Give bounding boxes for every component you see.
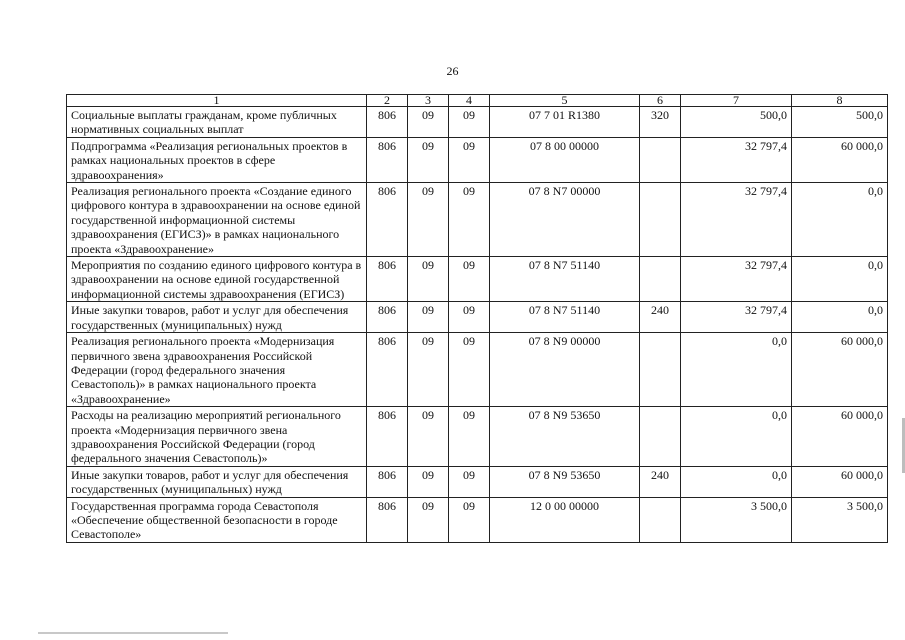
subsection-code: 09 <box>449 497 490 542</box>
row-name: Социальные выплаты гражданам, кроме публичных нормативных социальных выплат <box>67 107 367 138</box>
row-name: Иные закупки товаров, работ и услуг для обеспечения государственных (муниципальных) нужд <box>67 466 367 497</box>
amount-column-8: 60 000,0 <box>792 466 888 497</box>
column-header-4: 4 <box>449 95 490 107</box>
row-name: Иные закупки товаров, работ и услуг для обеспечения государственных (муниципальных) нужд <box>67 302 367 333</box>
expense-type-code <box>640 257 681 302</box>
section-code: 09 <box>408 407 449 467</box>
scan-artifact-line <box>38 632 228 634</box>
section-code: 09 <box>408 302 449 333</box>
target-article-code: 07 8 N9 53650 <box>490 466 640 497</box>
expense-type-code: 320 <box>640 107 681 138</box>
budget-table <box>66 94 888 543</box>
target-article-code: 07 8 N7 51140 <box>490 302 640 333</box>
table-row <box>67 333 888 407</box>
row-name: Реализация регионального проекта «Создание единого цифрового контура в здравоохранении на основе единой государственной информационной системы здравоохранения (ЕГИСЗ)» в рамках национального проекта «Здравоохранение» <box>67 183 367 257</box>
ministry-code: 806 <box>367 257 408 302</box>
subsection-code: 09 <box>449 183 490 257</box>
target-article-code: 07 8 N9 00000 <box>490 333 640 407</box>
expense-type-code: 240 <box>640 466 681 497</box>
ministry-code: 806 <box>367 407 408 467</box>
row-name: Расходы на реализацию мероприятий регионального проекта «Модернизация первичного звена здравоохранения Российской Федерации (город федерального значения Севастополь)» <box>67 407 367 467</box>
subsection-code: 09 <box>449 302 490 333</box>
page-number: 26 <box>446 64 459 78</box>
table-row <box>67 497 888 542</box>
column-header-2: 2 <box>367 95 408 107</box>
subsection-code: 09 <box>449 107 490 138</box>
ministry-code: 806 <box>367 183 408 257</box>
amount-column-8: 60 000,0 <box>792 407 888 467</box>
target-article-code: 07 8 N7 51140 <box>490 257 640 302</box>
amount-column-8: 500,0 <box>792 107 888 138</box>
row-name: Подпрограмма «Реализация региональных проектов в рамках национальных проектов в сфере здравоохранения» <box>67 137 367 182</box>
amount-column-8: 0,0 <box>792 257 888 302</box>
section-code: 09 <box>408 137 449 182</box>
row-name: Мероприятия по созданию единого цифрового контура в здравоохранении на основе единой государственной информационной системы здравоохранения (ЕГИСЗ) <box>67 257 367 302</box>
expense-type-code <box>640 407 681 467</box>
expense-type-code <box>640 497 681 542</box>
table-row <box>67 257 888 302</box>
section-code: 09 <box>408 466 449 497</box>
amount-column-7: 32 797,4 <box>681 302 792 333</box>
subsection-code: 09 <box>449 407 490 467</box>
table-row <box>67 183 888 257</box>
ministry-code: 806 <box>367 302 408 333</box>
ministry-code: 806 <box>367 333 408 407</box>
subsection-code: 09 <box>449 137 490 182</box>
amount-column-8: 60 000,0 <box>792 333 888 407</box>
column-header-1: 1 <box>67 95 367 107</box>
table-row <box>67 302 888 333</box>
amount-column-7: 0,0 <box>681 333 792 407</box>
subsection-code: 09 <box>449 333 490 407</box>
amount-column-7: 32 797,4 <box>681 137 792 182</box>
subsection-code: 09 <box>449 466 490 497</box>
table-row <box>67 407 888 467</box>
section-code: 09 <box>408 257 449 302</box>
ministry-code: 806 <box>367 497 408 542</box>
target-article-code: 07 8 N7 00000 <box>490 183 640 257</box>
row-name: Реализация регионального проекта «Модернизация первичного звена здравоохранения Российской Федерации (город федерального значения Севастополь)» в рамках национального проекта «Здравоохранение» <box>67 333 367 407</box>
expense-type-code <box>640 333 681 407</box>
target-article-code: 07 8 N9 53650 <box>490 407 640 467</box>
target-article-code: 07 7 01 R1380 <box>490 107 640 138</box>
amount-column-7: 0,0 <box>681 407 792 467</box>
amount-column-8: 0,0 <box>792 183 888 257</box>
amount-column-8: 60 000,0 <box>792 137 888 182</box>
expense-type-code <box>640 183 681 257</box>
expense-type-code: 240 <box>640 302 681 333</box>
column-header-6: 6 <box>640 95 681 107</box>
column-header-7: 7 <box>681 95 792 107</box>
amount-column-7: 32 797,4 <box>681 183 792 257</box>
amount-column-8: 3 500,0 <box>792 497 888 542</box>
section-code: 09 <box>408 107 449 138</box>
table-row <box>67 137 888 182</box>
table-row <box>67 107 888 138</box>
target-article-code: 07 8 00 00000 <box>490 137 640 182</box>
amount-column-8: 0,0 <box>792 302 888 333</box>
ministry-code: 806 <box>367 466 408 497</box>
amount-column-7: 32 797,4 <box>681 257 792 302</box>
column-header-3: 3 <box>408 95 449 107</box>
section-code: 09 <box>408 183 449 257</box>
header-row <box>67 95 888 107</box>
subsection-code: 09 <box>449 257 490 302</box>
ministry-code: 806 <box>367 137 408 182</box>
expense-type-code <box>640 137 681 182</box>
column-header-8: 8 <box>792 95 888 107</box>
column-header-5: 5 <box>490 95 640 107</box>
section-code: 09 <box>408 333 449 407</box>
row-name: Государственная программа города Севастополя «Обеспечение общественной безопасности в городе Севастополе» <box>67 497 367 542</box>
amount-column-7: 3 500,0 <box>681 497 792 542</box>
table-row <box>67 466 888 497</box>
amount-column-7: 500,0 <box>681 107 792 138</box>
section-code: 09 <box>408 497 449 542</box>
target-article-code: 12 0 00 00000 <box>490 497 640 542</box>
amount-column-7: 0,0 <box>681 466 792 497</box>
ministry-code: 806 <box>367 107 408 138</box>
